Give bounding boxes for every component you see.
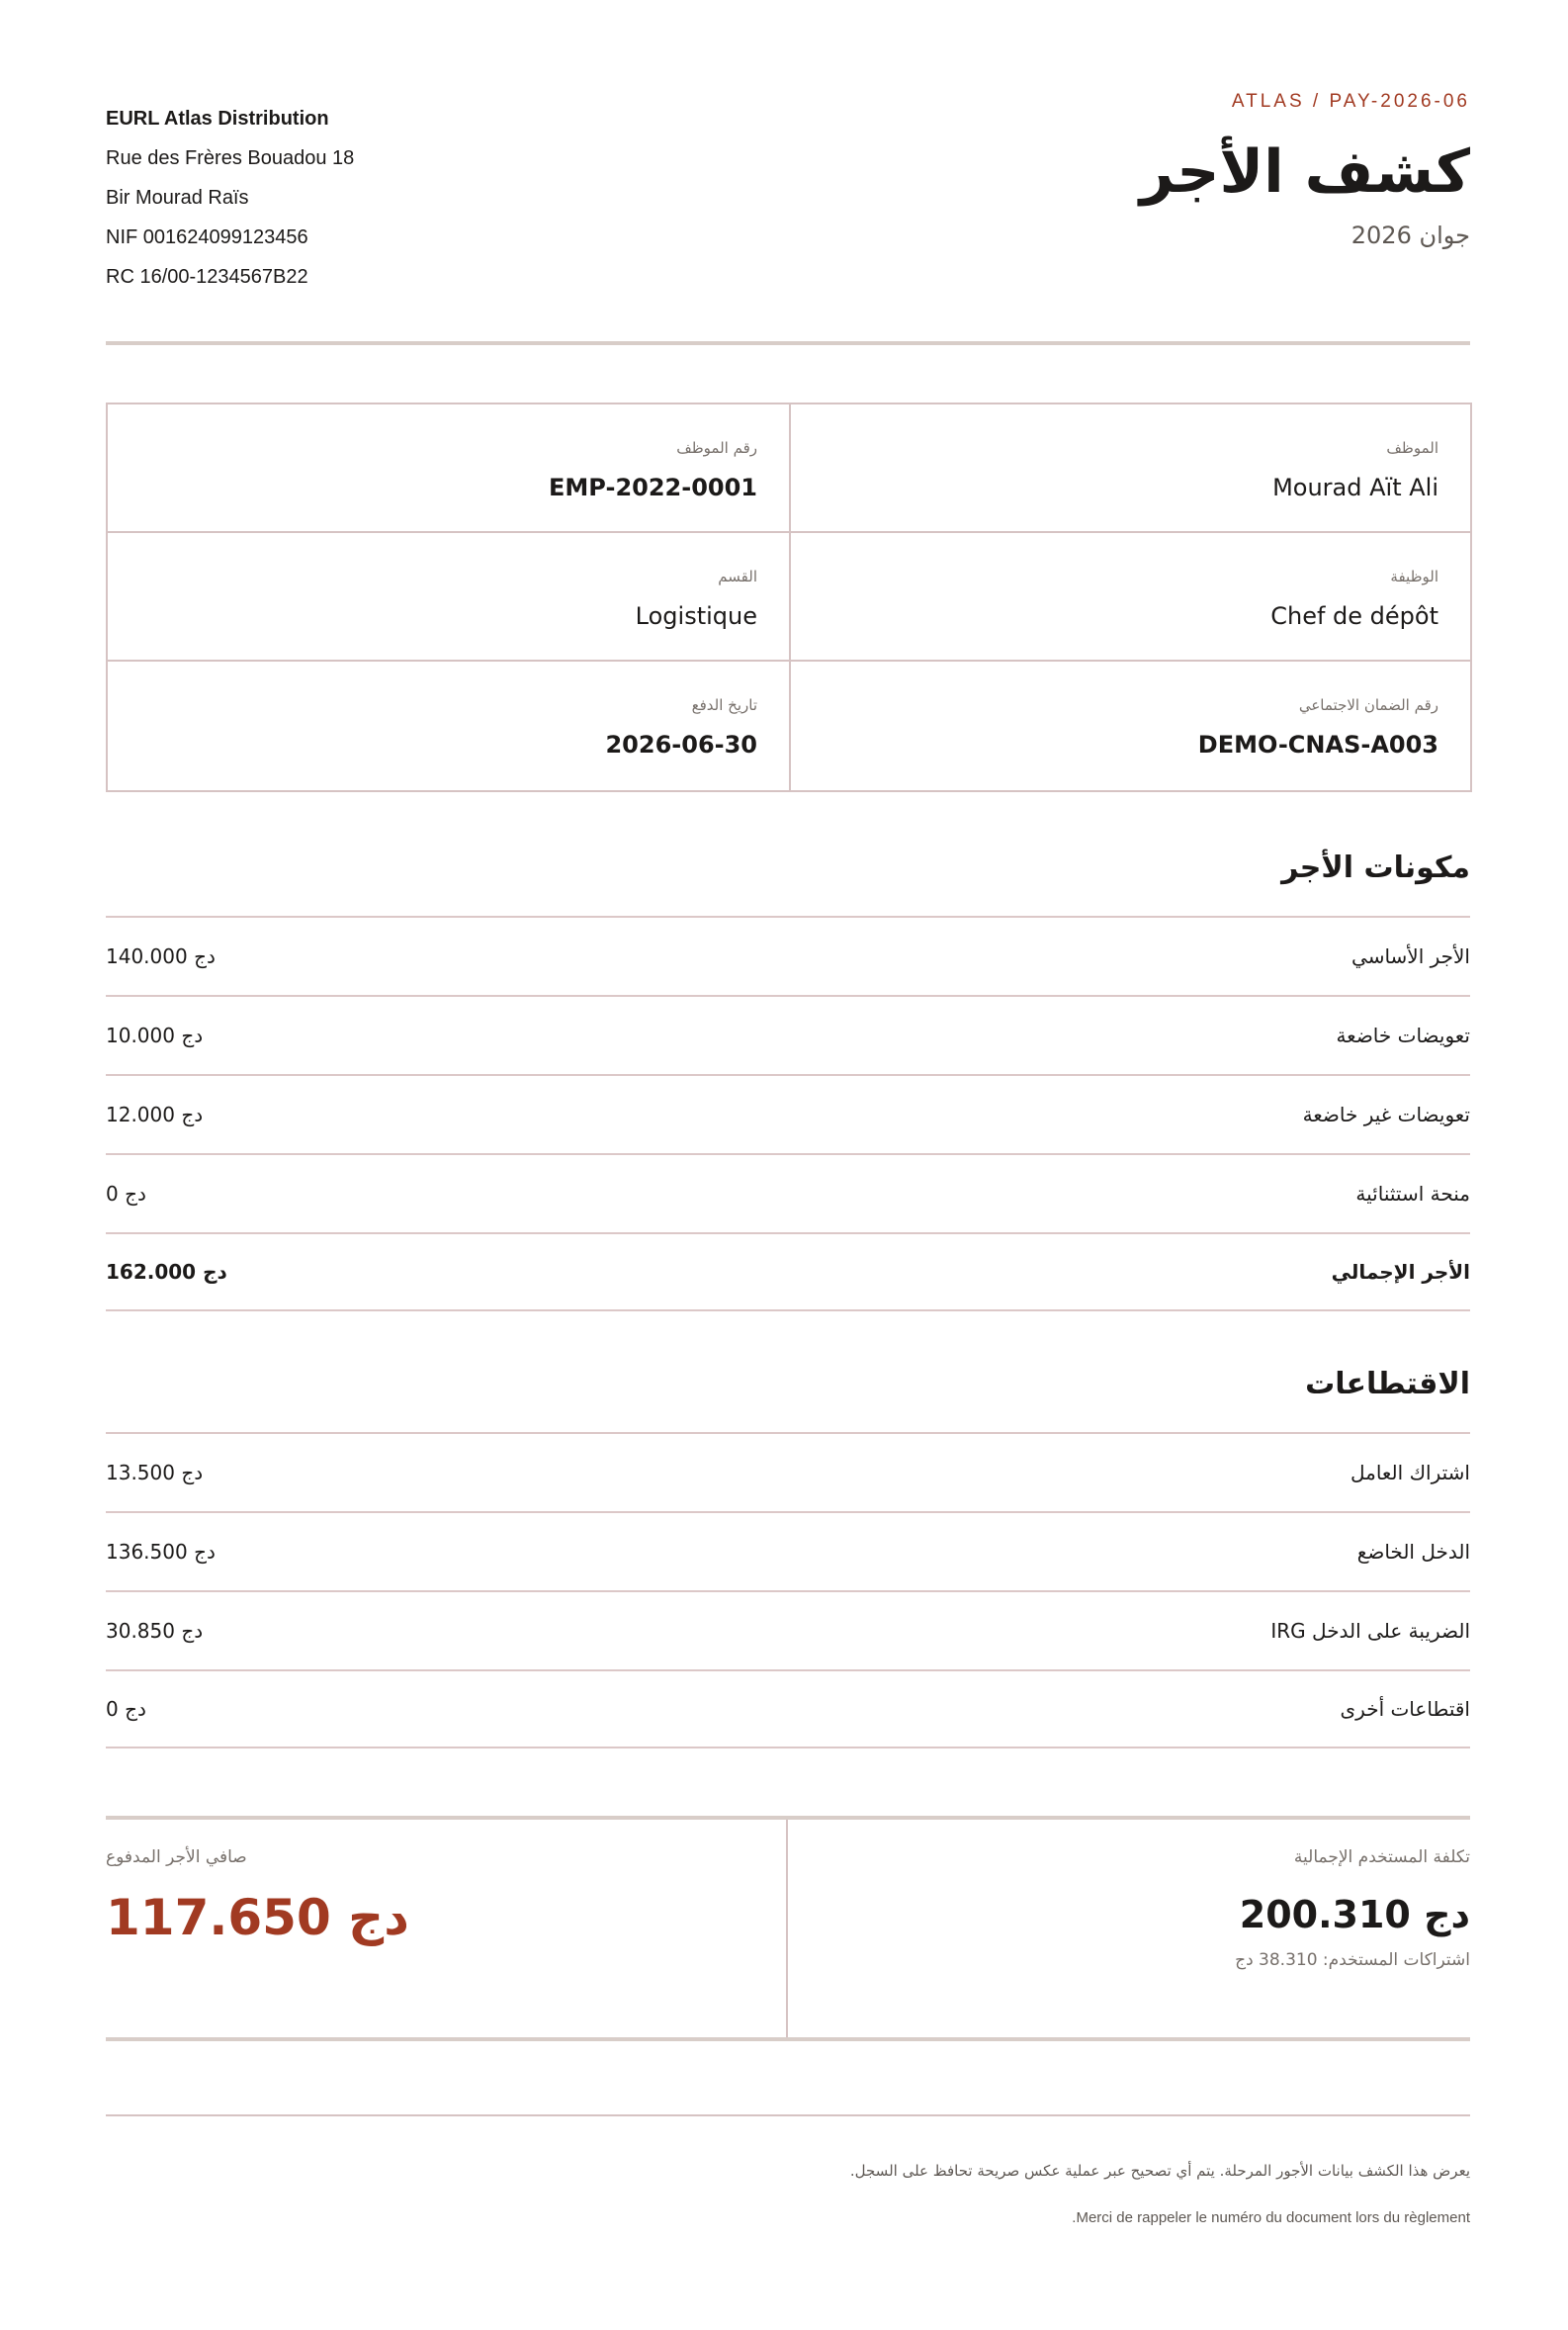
gross-total-row (106, 1232, 1470, 1311)
info-label: الوظيفة (1390, 568, 1438, 585)
table-row (106, 1153, 1470, 1232)
info-value: 2026-06-30 (605, 731, 757, 759)
company-rc: RC 16/00-1234567B22 (106, 266, 308, 288)
info-value: Mourad Aït Ali (1272, 474, 1438, 501)
net-pay-label: صافي الأجر المدفوع (106, 1847, 247, 1867)
row-value: 162.000 دج (106, 1260, 227, 1284)
net-pay-box (106, 1820, 788, 2037)
table-row (106, 1432, 1470, 1511)
document-period: جوان 2026 (1350, 222, 1470, 249)
info-label: رقم الموظف (676, 439, 757, 457)
table-row (106, 1511, 1470, 1590)
document-title: كشف الأجر (1139, 137, 1470, 207)
table-row (106, 916, 1470, 995)
deductions-table (106, 1432, 1470, 1748)
info-label: تاريخ الدفع (691, 696, 757, 714)
table-row (106, 995, 1470, 1074)
row-value: 12.000 دج (106, 1103, 204, 1126)
info-value: EMP-2022-0001 (549, 474, 757, 501)
info-label: رقم الضمان الاجتماعي (1298, 696, 1438, 714)
info-cell-employee (789, 404, 1470, 533)
deductions-title: الاقتطاعات (1305, 1367, 1470, 1401)
row-value: 10.000 دج (106, 1024, 204, 1047)
info-label: الموظف (1386, 439, 1438, 457)
row-value: 0 دج (106, 1182, 146, 1206)
row-label: الدخل الخاضع (1356, 1540, 1470, 1564)
employer-cost-label: تكلفة المستخدم الإجمالية (1293, 1847, 1470, 1867)
row-value: 13.500 دج (106, 1461, 204, 1484)
document-reference: ATLAS / PAY-2026-06 (1231, 91, 1470, 112)
info-cell-position (789, 533, 1470, 662)
table-row (106, 1074, 1470, 1153)
row-label: الأجر الإجمالي (1331, 1260, 1470, 1284)
footer-divider (106, 2114, 1470, 2116)
table-row (106, 1669, 1470, 1748)
company-name: EURL Atlas Distribution (106, 108, 329, 130)
footer-note-arabic: يعرض هذا الكشف بيانات الأجور المرحلة. يتم أي تصحيح عبر عملية عكس صريحة تحافظ على السجل. (849, 2162, 1470, 2180)
info-value: Chef de dépôt (1270, 602, 1438, 630)
company-nif: NIF 001624099123456 (106, 226, 308, 248)
info-cell-employee-id (108, 404, 789, 533)
employer-cost-box (788, 1820, 1470, 2037)
info-cell-department (108, 533, 789, 662)
info-label: القسم (718, 568, 757, 585)
row-value: 140.000 دج (106, 944, 216, 968)
info-cell-social-security (789, 662, 1470, 790)
pay-summary (106, 1816, 1470, 2041)
row-value: 0 دج (106, 1697, 146, 1721)
info-cell-payment-date (108, 662, 789, 790)
row-value: 136.500 دج (106, 1540, 216, 1564)
employer-contributions: اشتراكات المستخدم: 38.310 دج (1235, 1950, 1470, 1970)
earnings-title: مكونات الأجر (1281, 851, 1470, 885)
earnings-table (106, 916, 1470, 1311)
row-label: اقتطاعات أخرى (1340, 1697, 1470, 1721)
footer-note-french: .Merci de rappeler le numéro du document lors du règlement (1072, 2209, 1470, 2226)
row-label: الأجر الأساسي (1351, 944, 1470, 968)
company-city: Bir Mourad Raïs (106, 187, 249, 209)
row-label: الضريبة على الدخل IRG (1270, 1619, 1470, 1643)
row-label: اشتراك العامل (1350, 1461, 1470, 1484)
row-label: منحة استثنائية (1355, 1182, 1470, 1206)
employer-cost-value: 200.310 دج (1239, 1893, 1470, 1936)
info-value: DEMO-CNAS-A003 (1197, 731, 1438, 759)
table-row (106, 1590, 1470, 1669)
info-value: Logistique (635, 602, 757, 630)
header-divider (106, 341, 1470, 345)
document-header (778, 91, 1470, 249)
company-block (106, 99, 620, 297)
net-pay-value: 117.650 دج (106, 1889, 409, 1946)
company-address: Rue des Frères Bouadou 18 (106, 147, 355, 169)
row-value: 30.850 دج (106, 1619, 204, 1643)
row-label: تعويضات خاضعة (1336, 1024, 1470, 1047)
row-label: تعويضات غير خاضعة (1302, 1103, 1470, 1126)
employee-info-grid (106, 403, 1472, 792)
